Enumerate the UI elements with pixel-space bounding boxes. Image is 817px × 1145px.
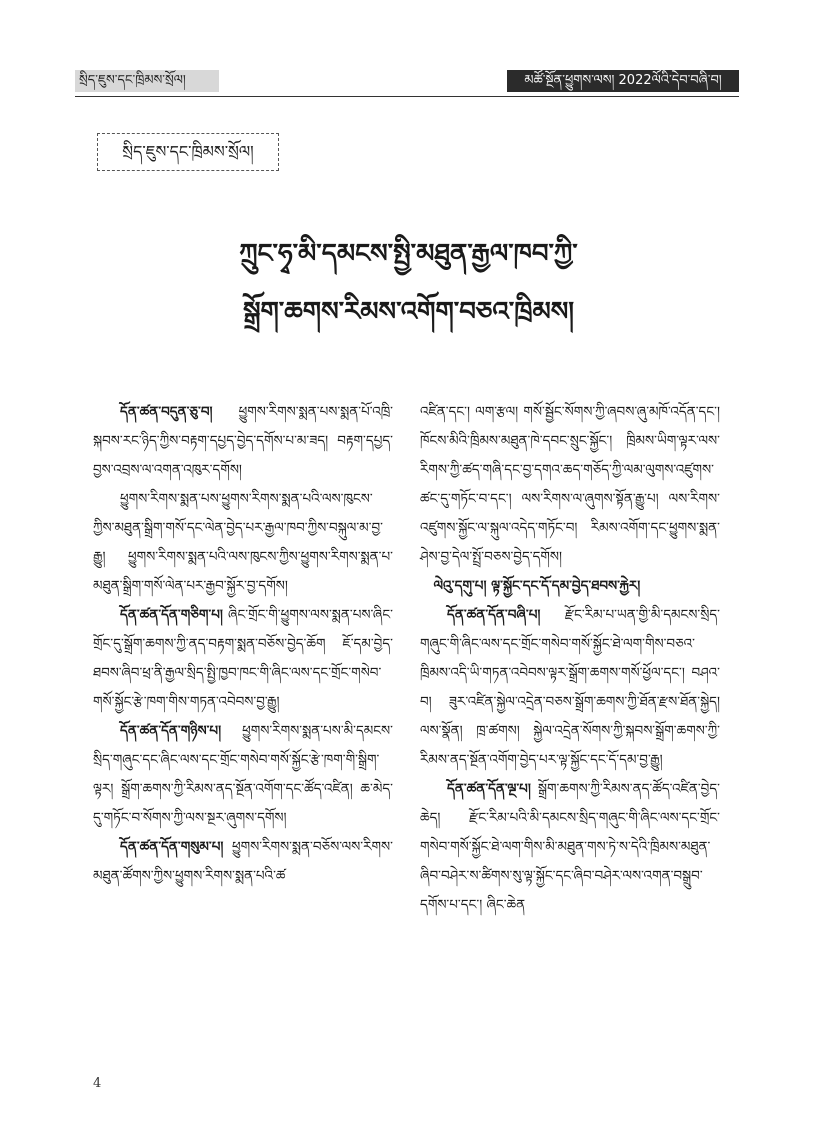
article-paragraph [420,398,720,572]
left-column [93,398,393,891]
article-number-label: དོན་ཚན་བདུན་ཅུ་བ། [120,404,213,420]
article-paragraph [420,601,720,775]
running-header-journal: མཚོ་སྔོན་ཕྱུགས་ལས། 2022ལོའི་དེབ་བཞི་བ། [507,70,739,92]
paragraph-text: སྒྲོག་ཆགས་ཀྱི་རིམས་ནད་ཚོད་འཛིན་བྱེད་ཆེད། རྫོང་རིམ་པའི་མི་དམངས་སྲིད་གཞུང་གི་ཞིང་ལས་དང་གྲོང་གསེབ་གསོ་སྐྱོང་ཐེ་ལག་གིས་མི་མཐུན་གས་ཏེ་ས་དེའི་ཁྲིམས་མཐུན་ཞིབ་བཤེར་ས་ཚིགས་སུ་ལྟ་སྐྱོང་དང་ཞིབ་བཤེར་ལས་འགན་བསྒྲུབ་དགོས་པ་དང་། ཞིང་ཆེན [420,781,720,913]
article-number-label: དོན་ཚན་དོན་བཞི་པ། [447,607,541,623]
paragraph-text: ཞིང་གྲོང་གི་ཕྱུགས་ལས་སྨན་པས་ཞིང་གྲོང་དུ་སྒྲོག་ཆགས་ཀྱི་ནད་བརྟག་སྨན་བཅོས་བྱེད་ཆོག ཇོ་དམ་བྱེད་ཐབས་ཞིབ་ཕྲ་ནི་རྒྱལ་སྲིད་སྤྱི་ཁྱབ་ཁང་གི་ཞིང་ལས་དང་གྲོང་གསེབ་གསོ་སྐྱོང་རྩེ་ཁག་གིས་གཏན་འབེབས་བྱ་རྒྱུ། [93,607,393,710]
article-number-label: དོན་ཚན་དོན་ལྔ་པ། [447,781,531,797]
article-paragraph [93,485,393,601]
paragraph-text: ཕྱུགས་རིགས་སྨན་པས་ཕྱུགས་རིགས་སྨན་པའི་ལས་ཁུངས་ཀྱིས་མཐུན་སྒྲིག་གསོ་དང་ལེན་བྱེད་པར་རྒྱལ་ཁབ་ཀྱིས་བསྐུལ་མ་བྱ་རྒྱུ། ཕྱུགས་རིགས་སྨན་པའི་ལས་ཁུངས་ཀྱིས་ཕྱུགས་རིགས་སྨན་པ་མཐུན་སྒྲིག་གསོ་ལེན་པར་རྒྱབ་སྐྱོར་བྱ་དགོས། [93,491,393,594]
title-line-2: སྒྲོག་ཆགས་རིམས་འགོག་བཅའ་ཁྲིམས། [242,297,575,327]
paragraph-text: ཕྱུགས་རིགས་སྨན་པས་མི་དམངས་སྲིད་གཞུང་དང་ཞིང་ལས་དང་གྲོང་གསེབ་གསོ་སྐྱོང་རྩེ་ཁག་གི་སྒྲིག་ལྟར། སྒྲོག་ཆགས་ཀྱི་རིམས་ནད་སྔོན་འགོག་དང་ཚོད་འཛིན། ཆ་མེད་དུ་གཏོང་བ་སོགས་ཀྱི་ལས་སྔར་ཞུགས་དགོས། [93,723,393,826]
header-rule [75,96,739,97]
article-paragraph [93,398,393,485]
running-header-section: སྲིད་ཇུས་དང་ཁྲིམས་སྲོལ། [75,70,219,92]
chapter-heading: ལེའུ་དགུ་པ། ལྟ་སྐྱོང་དང་དོ་དམ་བྱེད་ཐབས་རྐྱེར། [433,578,641,594]
paragraph-text: རྫོང་རིམ་པ་ཡན་གྱི་མི་དམངས་སྲིད་གཞུང་གི་ཞིང་ལས་དང་གྲོང་གསེབ་གསོ་སྐྱོང་ཐེ་ལག་གིས་བཅའ་ཁྲིམས་འདི་ཡི་གཏན་འབེབས་ལྟར་སྒྲོག་ཆགས་གསོ་ཕྱོལ་དང་། བཤའ་བ། ཟུར་འཛིན་སྐྱེལ་འདྲེན་བཅས་སྒྲོག་ཆགས་ཀྱི་ཐོན་རྫས་ཐོན་སྐྱེད། ལས་སྣོན། ཁྲ་ཚགས། སྐྱེལ་འདྲེན་སོགས་ཀྱི་སྐབས་སྒྲོག་ཆགས་ཀྱི་རིམས་ནད་སྔོན་འགོག་བྱེད་པར་ལྟ་སྐྱོང་དང་དོ་དམ་བྱ་རྒྱུ། [420,607,720,768]
right-column [420,398,720,920]
article-paragraph [420,775,720,920]
title-line-1: ཀྲུང་ཧྭ་མི་དམངས་སྤྱི་མཐུན་རྒྱལ་ཁབ་ཀྱི་ [239,239,578,269]
article-title [100,225,717,341]
article-paragraph [93,601,393,717]
article-number-label: དོན་ཚན་དོན་གཅིག་པ། [120,607,223,623]
page-number: 4 [93,1076,102,1091]
article-number-label: དོན་ཚན་དོན་གཉིས་པ། [120,723,222,739]
paragraph-text: འཛིན་དང་། ལག་རྩལ། གསོ་སྦྱོང་སོགས་ཀྱི་ཞབས་ཞུ་མཁོ་འདོན་དང་། ཁོངས་མིའི་ཁྲིམས་མཐུན་ཁེ་དབང་སྲུང་སྐྱོང་། ཁྲིམས་ཡིག་ལྟར་ལས་རིགས་ཀྱི་ཚད་གཞི་དང་བྱ་དགའ་ཆད་གཅོད་ཀྱི་ལམ་ལུགས་འཛུགས་ཚང་དུ་གཏོང་བ་དང་། ལས་རིགས་ལ་ཞུགས་སྟོན་རྒྱུ་པ། ལས་རིགས་འཛུགས་སྐྱོང་ལ་སྐུལ་འདེད་གཏོང་བ། རིམས་འགོག་དང་ཕྱུགས་སྨན་ཤེས་བྱ་དེལ་སྤྲོ་བཅས་བྱེད་དགོས། [420,404,720,565]
article-paragraph [93,833,393,891]
section-label-box: སྲིད་ཇུས་དང་ཁྲིམས་སྲོལ། [97,133,279,171]
paragraph-text: ཕྱུགས་རིགས་སྨན་བཅོས་ལས་རིགས་མཐུན་ཚོགས་ཀྱིས་ཕྱུགས་རིགས་སྨན་པའི་ཚ [93,839,393,884]
paragraph-text: ཕྱུགས་རིགས་སྨན་པས་སྨན་པོ་འཁྲི་སྐབས་རང་ཉིད་ཀྱིས་བརྟག་དཔྱད་བྱེད་དགོས་པ་མ་ཟད། བརྟག་དཔྱད་བྱས་འབྲས་ལ་འགན་འཁུར་དགོས། [93,404,393,478]
article-paragraph [93,717,393,833]
article-number-label: དོན་ཚན་དོན་གསུམ་པ། [120,839,224,855]
